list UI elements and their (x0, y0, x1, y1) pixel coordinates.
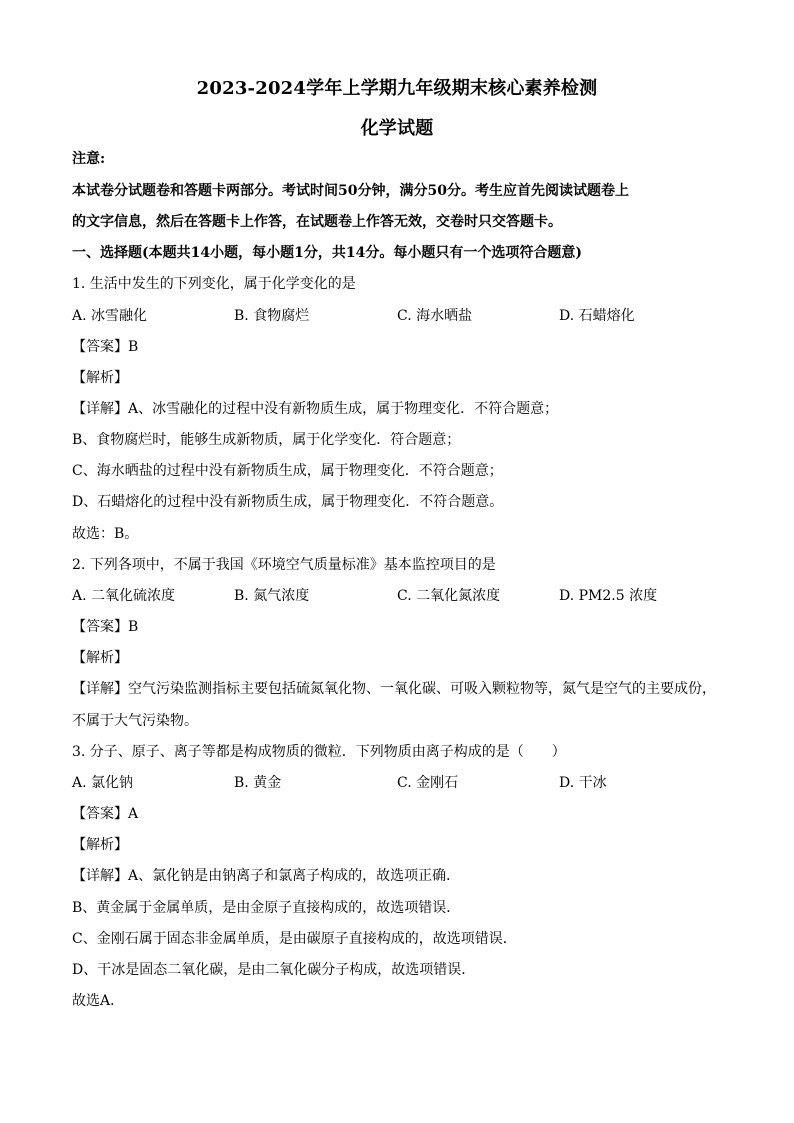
question-1-answer: 【答案】B (72, 339, 139, 355)
option-c: C. 二氧化氮浓度 (397, 588, 501, 604)
question-3-conclusion: 故选A． (72, 993, 125, 1009)
question-3-detail-line: 【详解】A、氯化钠是由钠离子和氯离子构成的，故选项正确． (72, 868, 461, 884)
exam-title: 2023-2024学年上学期九年级期末核心素养检测 (196, 78, 598, 99)
option-a: A. 氯化钠 (72, 775, 134, 791)
question-1-detail-line: B、食物腐烂时，能够生成新物质，属于化学变化．符合题意； (72, 432, 461, 448)
question-1-options (72, 306, 722, 326)
option-b: B. 氮气浓度 (234, 588, 310, 604)
question-3-analysis-label: 【解析】 (72, 837, 128, 853)
question-2-stem: 2. 下列各项中，不属于我国《环境空气质量标准》基本监控项目的是 (72, 557, 496, 573)
option-a: A. 二氧化硫浓度 (72, 588, 176, 604)
question-1-detail-line: C、海水晒盐的过程中没有新物质生成，属于物理变化．不符合题意； (72, 463, 503, 479)
question-3-options (72, 773, 722, 793)
option-d: D. PM2.5 浓度 (559, 588, 658, 604)
notice-label: 注意: (72, 151, 106, 167)
exam-subtitle: 化学试题 (360, 118, 434, 139)
question-2-detail-line: 不属于大气污染物。 (72, 713, 198, 729)
question-1-detail-line: D、石蜡熔化的过程中没有新物质生成，属于物理变化．不符合题意。 (72, 494, 504, 510)
question-1-conclusion: 故选：B。 (72, 526, 139, 542)
option-c: C. 海水晒盐 (397, 308, 473, 324)
question-3-answer: 【答案】A (72, 806, 139, 822)
notice-line-2: 的文字信息，然后在答题卡上作答，在试题卷上作答无效，交卷时只交答题卡。 (72, 214, 562, 230)
option-d: D. 干冰 (559, 775, 607, 791)
question-1-analysis-label: 【解析】 (72, 370, 128, 386)
option-a: A. 冰雪融化 (72, 308, 148, 324)
section-heading: 一、选择题(本题共14小题，每小题1分，共14分。每小题只有一个选项符合题意) (72, 245, 582, 261)
question-1-stem: 1. 生活中发生的下列变化，属于化学变化的是 (72, 276, 356, 292)
notice-line-1: 本试卷分试题卷和答题卡两部分。考试时间50分钟，满分50分。考生应首先阅读试题卷上 (72, 183, 629, 199)
question-3-detail-line: C、金刚石属于固态非金属单质，是由碳原子直接构成的，故选项错误． (72, 931, 517, 947)
option-b: B. 黄金 (234, 775, 282, 791)
question-3-stem: 3. 分子、原子、离子等都是构成物质的微粒．下列物质由离子构成的是（ ） (72, 744, 566, 760)
option-d: D. 石蜡熔化 (559, 308, 635, 324)
option-b: B. 食物腐烂 (234, 308, 310, 324)
question-3-detail-line: D、干冰是固态二氧化碳，是由二氧化碳分子构成，故选项错误． (72, 962, 476, 978)
option-c: C. 金刚石 (397, 775, 459, 791)
question-2-analysis-label: 【解析】 (72, 650, 128, 666)
question-2-detail-line: 【详解】空气污染监测指标主要包括硫氮氧化物、一氧化碳、可吸入颗粒物等，氮气是空气的主要成份， (72, 681, 716, 697)
question-2-options (72, 586, 722, 606)
question-3-detail-line: B、黄金属于金属单质，是由金原子直接构成的，故选项错误． (72, 900, 461, 916)
question-2-answer: 【答案】B (72, 619, 139, 635)
question-1-detail-line: 【详解】A、冰雪融化的过程中没有新物质生成，属于物理变化．不符合题意； (72, 401, 559, 417)
